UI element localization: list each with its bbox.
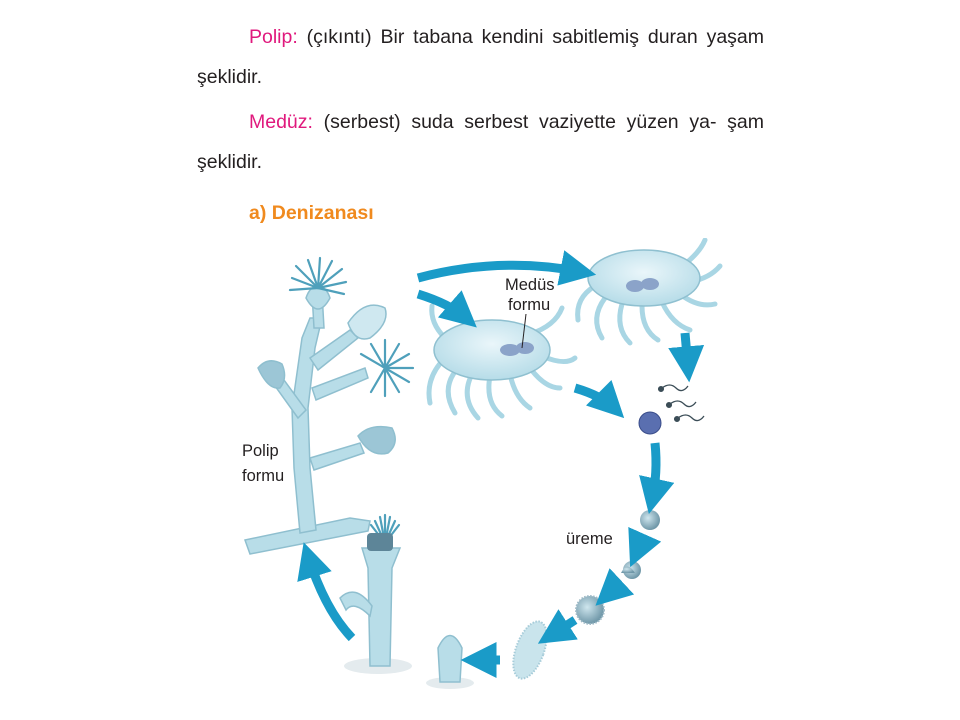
fertilized-egg (639, 412, 661, 434)
medusa-right-illustration (578, 240, 720, 343)
medus-label-line1: Medüs (505, 276, 555, 294)
young-polyp (340, 533, 412, 674)
section-heading: a) Denizanası (249, 202, 374, 224)
planula-larva (576, 596, 604, 624)
polip-label-line1: Polip (242, 442, 279, 460)
meduz-definition: (serbest) suda serbest vaziyette yüzen ya- şam şeklidir. (197, 111, 764, 173)
polyp-colony-illustration (245, 286, 395, 554)
medusa-left-illustration (429, 306, 575, 418)
polip-label-line2: formu (242, 467, 285, 485)
swimming-larva (507, 617, 554, 683)
jellyfish-life-cycle-diagram (230, 238, 790, 708)
polip-term: Polip: (249, 26, 298, 48)
settled-larva (426, 636, 474, 690)
polip-definition: (çıkıntı) Bir tabana kendini sabitlemiş duran yaşam şeklidir. (197, 26, 765, 88)
ureme-label: üreme (566, 530, 613, 548)
sperm-cells (659, 385, 704, 421)
polip-paragraph (197, 17, 764, 97)
medus-label-line2: formu (508, 296, 551, 314)
embryo-stage-1 (640, 510, 660, 530)
meduz-paragraph (197, 102, 764, 182)
meduz-term: Medüz: (249, 111, 313, 133)
